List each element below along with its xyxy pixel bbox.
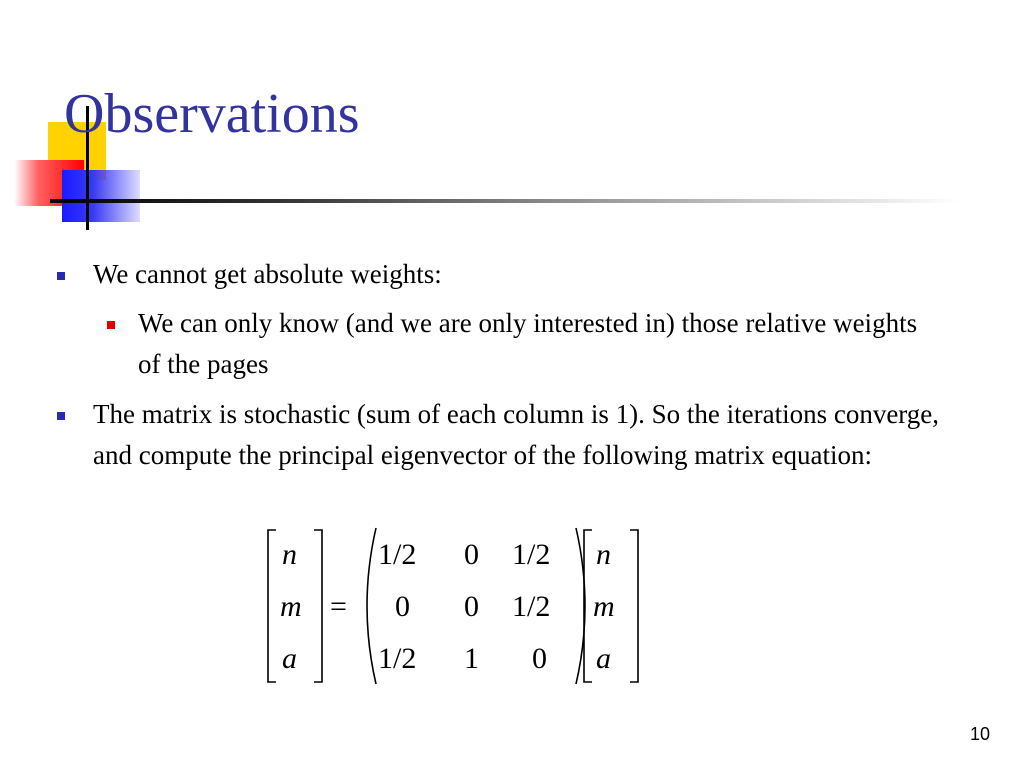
matrix-cell: 1/2 [512, 590, 551, 623]
rhs-m: m [593, 590, 615, 623]
matrix-cell: 0 [464, 590, 479, 623]
matrix-equation [262, 524, 642, 688]
slide-title: Observations [64, 83, 360, 145]
rhs-n: n [596, 538, 611, 571]
rhs-a: a [596, 642, 611, 675]
bullet-marker-level1 [57, 272, 65, 280]
lhs-n: n [282, 538, 297, 571]
matrix-cell: 0 [464, 538, 479, 571]
decor-blue-square [62, 170, 140, 222]
page-number: 10 [969, 724, 990, 744]
bullet-marker-level1 [57, 412, 65, 420]
matrix-cell: 0 [395, 590, 410, 623]
matrix-cell: 1/2 [378, 538, 417, 571]
matrix-cell: 1 [464, 642, 479, 675]
lhs-a: a [282, 642, 297, 675]
matrix-cell: 1/2 [512, 538, 551, 571]
title-underline [50, 199, 960, 203]
equals-sign: = [330, 590, 347, 623]
rhs-right-bracket [630, 530, 638, 682]
bullet-text: The matrix is stochastic (sum of each column is 1). So the iterations converge, and compute the principal eigenvector of the following matrix equation: [93, 399, 940, 470]
matrix-cell: 1/2 [378, 642, 417, 675]
right-bracket [314, 530, 322, 682]
matrix-cell: 0 [532, 642, 547, 675]
matrix-left-paren [367, 528, 376, 684]
left-bracket [268, 530, 276, 682]
lhs-m: m [280, 590, 302, 623]
bullet-marker-level2 [107, 321, 115, 329]
bullet-text: We can only know (and we are only interested in) those relative weights of the pages [138, 308, 918, 379]
bullet-text: We cannot get absolute weights: [93, 259, 442, 289]
